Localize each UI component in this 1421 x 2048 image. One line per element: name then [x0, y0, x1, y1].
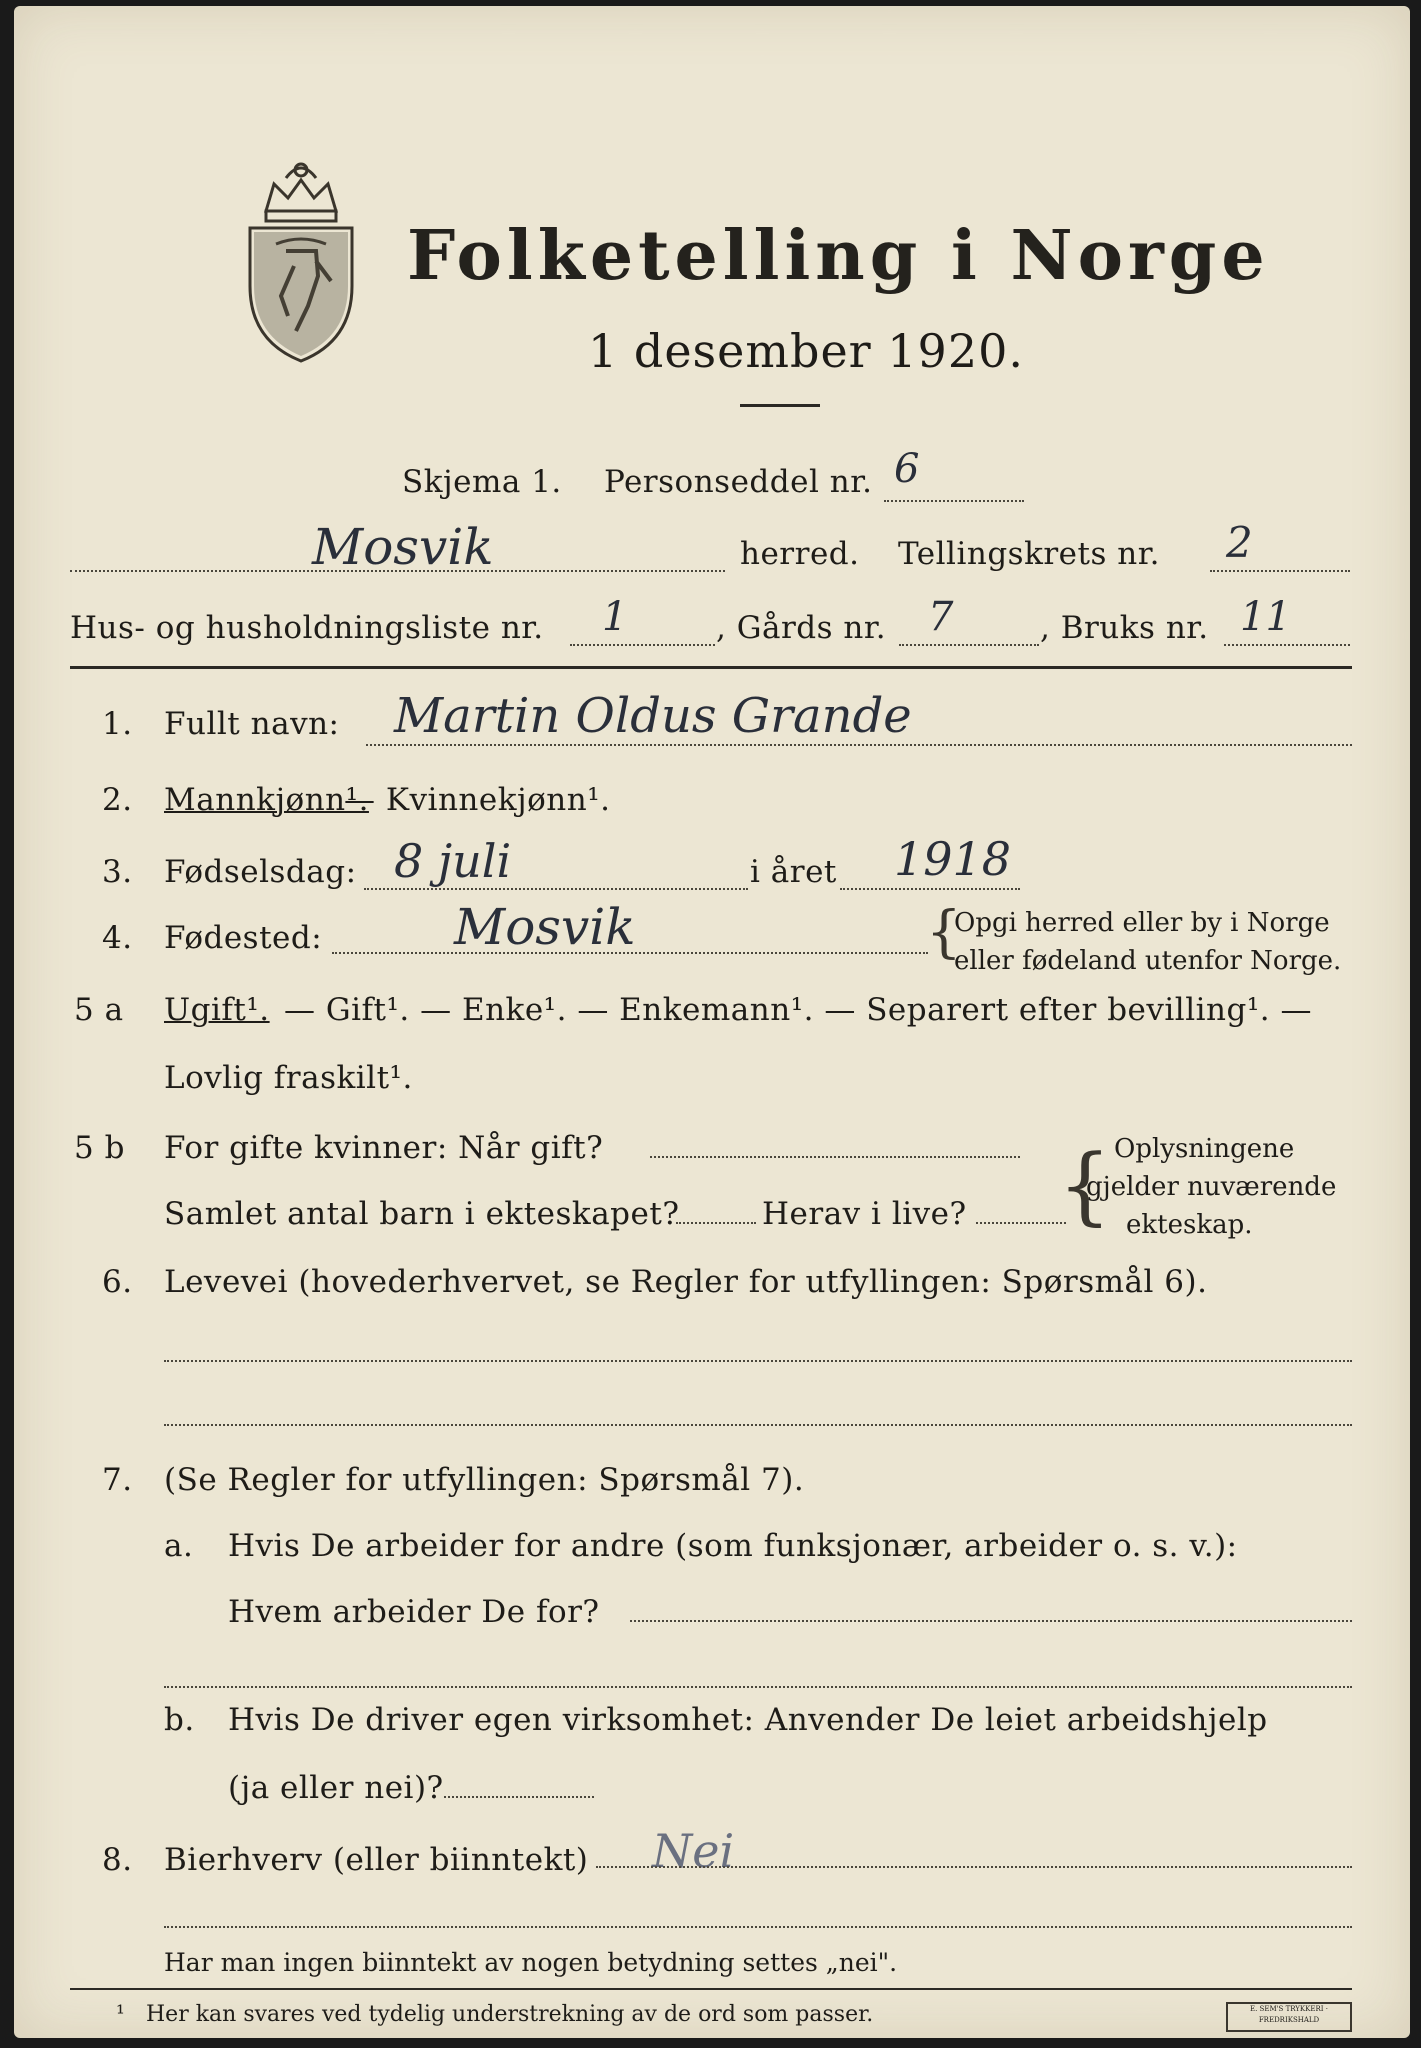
q8-label: Bierhverv (eller biinntekt)	[164, 1842, 589, 1878]
q5b-note-line3: ekteskap.	[1126, 1210, 1253, 1240]
q8-extra-line	[164, 1926, 1352, 1928]
husliste-field-line	[570, 644, 715, 646]
q5b-alive-label: Herav i live?	[762, 1196, 967, 1232]
q8-side-income-value[interactable]: Nei	[652, 1824, 735, 1878]
q8-field-line	[596, 1866, 1352, 1868]
title-divider	[740, 404, 820, 407]
q1-number: 1.	[102, 706, 133, 742]
bruks-field-line	[1224, 644, 1350, 646]
q2-male-option[interactable]: Mannkjønn¹.	[164, 782, 369, 818]
footnote-text: Her kan svares ved tydelig understrekning av de ord som passer.	[146, 2002, 874, 2027]
q5b-number: 5 b	[74, 1130, 125, 1166]
schema-label: Skjema 1.	[402, 464, 562, 500]
q7a-letter: a.	[164, 1528, 194, 1564]
q3-label: Fødselsdag:	[164, 854, 357, 890]
q7b-sub-label: (ja eller nei)?	[228, 1770, 444, 1806]
q6-answer-line-2	[164, 1424, 1352, 1426]
q3-birthday-value[interactable]: 8 juli	[394, 834, 512, 888]
q4-label: Fødested:	[164, 920, 323, 956]
q5b-note-brace: {	[1058, 1136, 1112, 1234]
q1-field-line	[366, 744, 1352, 746]
footnote-mark: ¹	[116, 2002, 125, 2027]
q3-year-label: i året	[750, 854, 837, 890]
q3-year-field-line	[840, 888, 1020, 890]
personseddel-label: Personseddel nr.	[604, 464, 873, 500]
census-date: 1 desember 1920.	[588, 324, 1024, 378]
q3-field-line	[364, 888, 748, 890]
q5b-children-label: Samlet antal barn i ekteskapet?	[164, 1196, 680, 1232]
husliste-label: Hus- og husholdningsliste nr.	[70, 610, 544, 646]
q4-number: 4.	[102, 920, 133, 956]
footer-separator	[70, 1988, 1352, 1990]
gards-field-line	[899, 644, 1039, 646]
printer-stamp: E. SEM'S TRYKKERI · FREDRIKSHALD	[1226, 2002, 1352, 2032]
q5b-label: For gifte kvinner: Når gift?	[164, 1130, 604, 1166]
q7a-field-line	[630, 1620, 1352, 1622]
q5b-married-field-line	[650, 1156, 1020, 1158]
q2-female-option[interactable]: — Kvinnekjønn¹.	[344, 782, 611, 818]
q5b-children-field-line	[676, 1222, 756, 1224]
header-separator	[70, 666, 1352, 669]
q2-number: 2.	[102, 782, 133, 818]
q6-answer-line-1	[164, 1360, 1352, 1362]
norway-coat-of-arms-icon	[236, 156, 366, 366]
herred-field-line	[70, 570, 725, 572]
footer-note: Har man ingen biinntekt av nogen betydning settes „nei".	[164, 1948, 898, 1977]
q7-label: (Se Regler for utfyllingen: Spørsmål 7).	[164, 1462, 805, 1498]
q5b-note-line2: gjelder nuværende	[1086, 1172, 1337, 1202]
q7b-field-line	[444, 1796, 594, 1798]
q5b-note-line1: Oplysningene	[1114, 1134, 1295, 1164]
personseddel-field-line	[884, 500, 1024, 502]
tellingskrets-value[interactable]: 2	[1226, 518, 1253, 567]
husliste-value[interactable]: 1	[602, 594, 628, 640]
q4-note-brace: {	[926, 900, 962, 965]
census-form-sheet	[14, 6, 1410, 2038]
q3-year-value[interactable]: 1918	[894, 832, 1012, 886]
bruks-label: , Bruks nr.	[1040, 610, 1209, 646]
q8-number: 8.	[102, 1842, 133, 1878]
tellingskrets-label: Tellingskrets nr.	[898, 536, 1160, 572]
tellingskrets-field-line	[1210, 570, 1350, 572]
q3-number: 3.	[102, 854, 133, 890]
q6-number: 6.	[102, 1264, 133, 1300]
q7-number: 7.	[102, 1462, 133, 1498]
gards-value[interactable]: 7	[928, 594, 954, 640]
q5b-alive-field-line	[976, 1222, 1066, 1224]
q7a-extra-line	[164, 1686, 1352, 1688]
bruks-value[interactable]: 11	[1240, 594, 1291, 640]
q4-note-line1: Opgi herred eller by i Norge	[954, 908, 1330, 938]
q7a-label: Hvis De arbeider for andre (som funksjonær, arbeider o. s. v.):	[228, 1528, 1238, 1564]
q7a-sub-label: Hvem arbeider De for?	[228, 1594, 600, 1630]
gards-label: , Gårds nr.	[716, 610, 887, 646]
q1-label: Fullt navn:	[164, 706, 340, 742]
q1-full-name-value[interactable]: Martin Oldus Grande	[394, 688, 912, 744]
form-title: Folketelling i Norge	[407, 216, 1270, 296]
herred-label: herred.	[740, 536, 860, 572]
q7b-label: Hvis De driver egen virksomhet: Anvender De leiet arbeidshjelp	[228, 1702, 1268, 1738]
personseddel-value[interactable]: 6	[894, 446, 920, 492]
q5a-other-options[interactable]: — Gift¹. — Enke¹. — Enkemann¹. — Separert efter bevilling¹. —	[284, 992, 1312, 1028]
q4-note-line2: eller fødeland utenfor Norge.	[954, 946, 1342, 976]
q5a-ugift-option[interactable]: Ugift¹.	[164, 992, 270, 1028]
q6-label: Levevei (hovederhvervet, se Regler for utfyllingen: Spørsmål 6).	[164, 1264, 1208, 1300]
q4-birthplace-value[interactable]: Mosvik	[454, 898, 636, 956]
q5a-number: 5 a	[74, 992, 124, 1028]
q5a-lovlig-fraskilt[interactable]: Lovlig fraskilt¹.	[164, 1060, 413, 1096]
herred-value[interactable]: Mosvik	[312, 518, 494, 576]
q7b-letter: b.	[164, 1702, 195, 1738]
q4-field-line	[332, 952, 928, 954]
